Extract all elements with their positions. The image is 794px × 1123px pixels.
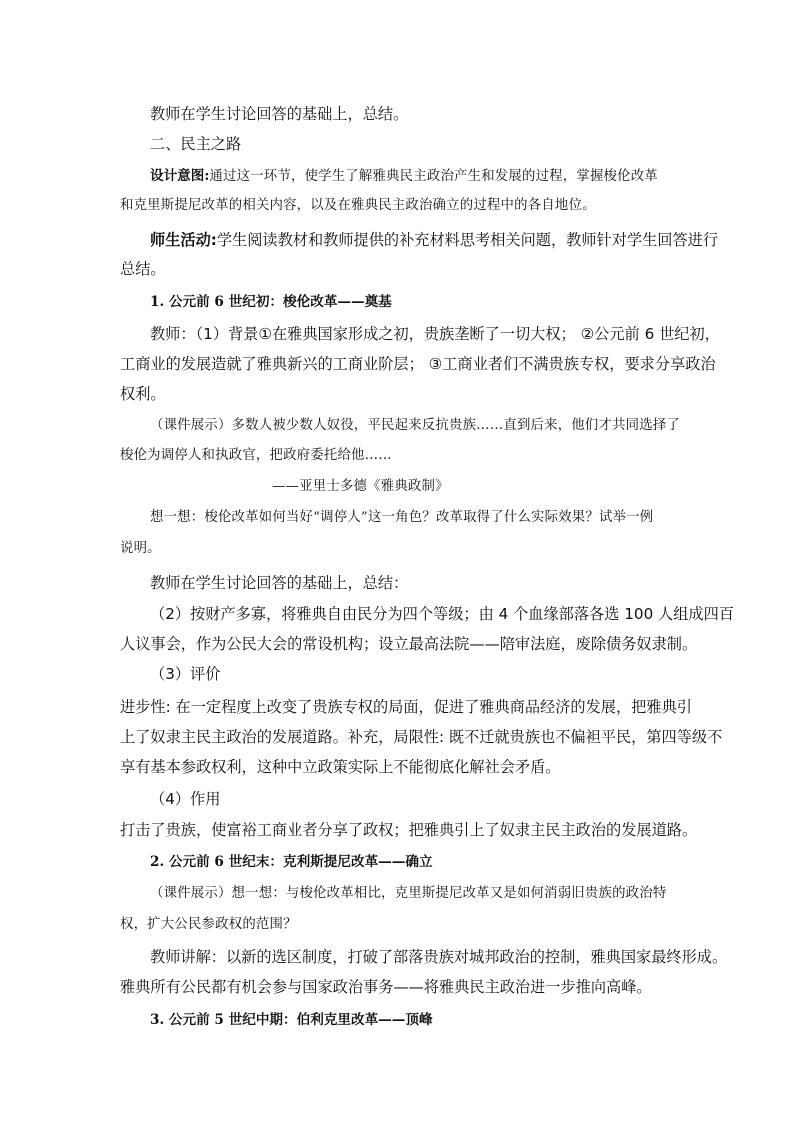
quote-line: （课件展示）多数人被少数人奴役，平民起来反抗贵族……直到后来，他们才共同选择了	[150, 418, 681, 433]
subheading-pericles: 3. 公元前 5 世纪中期：伯利克里改革——顶峰	[150, 1012, 433, 1028]
paragraph-line: 打击了贵族，使富裕工商业者分享了政权；把雅典引上了奴隶主民主政治的发展道路。	[120, 821, 698, 839]
paragraph-line: （3）评价	[150, 665, 221, 683]
quote-source: ——亚里士多德《雅典政制》	[272, 479, 449, 494]
activity-label: 师生活动:	[150, 231, 217, 249]
design-intent-label: 设计意图:	[150, 168, 210, 184]
subheading-solon: 1. 公元前 6 世纪初：梭伦改革——奠基	[150, 294, 392, 310]
paragraph-line: 进步性: 在一定程度上改变了贵族专权的局面，促进了雅典商品经济的发展，把雅典引	[120, 698, 692, 716]
question-line: 想一想：梭伦改革如何当好“调停人”这一角色？改革取得了什么实际效果？试举一例	[150, 510, 654, 525]
paragraph-line: 上了奴隶主民主政治的发展道路。补充，局限性: 既不迁就贵族也不偏袒平民，第四等级不	[120, 728, 723, 746]
design-intent-line	[150, 165, 658, 187]
paragraph-line: 教师在学生讨论回答的基础上，总结：	[150, 574, 409, 592]
paragraph-line: 享有基本参政权利，这种中立政策实际上不能彻底化解社会矛盾。	[120, 758, 561, 776]
design-intent-text: 通过这一环节，使学生了解雅典民主政治产生和发展的过程，掌握梭伦改革	[209, 169, 658, 184]
section-heading: 二、民主之路	[150, 135, 242, 153]
quote-line: 权，扩大公民参政权的范围？	[120, 917, 297, 932]
paragraph-line: （4）作用	[150, 790, 221, 808]
paragraph-line: 教师在学生讨论回答的基础上，总结。	[150, 105, 409, 123]
question-line: 说明。	[120, 541, 161, 556]
paragraph-line: 总结。	[120, 260, 166, 278]
subheading-cleisthenes: 2. 公元前 6 世纪末：克利斯提尼改革——确立	[150, 854, 433, 870]
paragraph-line: 教师：（1）背景①在雅典国家形成之初，贵族垄断了一切大权； ②公元前 6 世纪初，	[150, 325, 720, 343]
paragraph-line: 教师讲解：以新的选区制度，打破了部落贵族对城邦政治的控制，雅典国家最终形成。	[150, 948, 728, 966]
paragraph-line: 人议事会，作为公民大会的常设机构；设立最高法院——陪审法庭，废除债务奴隶制。	[120, 635, 698, 653]
activity-line	[150, 230, 718, 250]
paragraph-line: 权利。	[120, 385, 166, 403]
paragraph-line: 雅典所有公民都有机会参与国家政治事务——将雅典民主政治进一步推向高峰。	[120, 978, 652, 996]
paragraph-line: （2）按财产多寡，将雅典自由民分为四个等级；由 4 个血缘部落各选 100 人组成四百	[150, 605, 734, 623]
paragraph-line: 工商业的发展造就了雅典新兴的工商业阶层； ③工商业者们不满贵族专权，要求分享政治	[120, 355, 716, 373]
quote-line: （课件展示）想一想：与梭伦改革相比，克里斯提尼改革又是如何消弱旧贵族的政治特	[150, 886, 667, 901]
paragraph-line: 和克里斯提尼改革的相关内容，以及在雅典民主政治确立的过程中的各自地位。	[120, 198, 596, 213]
quote-line: 梭伦为调停人和执政官，把政府委托给他……	[120, 448, 392, 463]
activity-text: 学生阅读教材和教师提供的补充材料思考相关问题，教师针对学生回答进行	[216, 231, 719, 249]
